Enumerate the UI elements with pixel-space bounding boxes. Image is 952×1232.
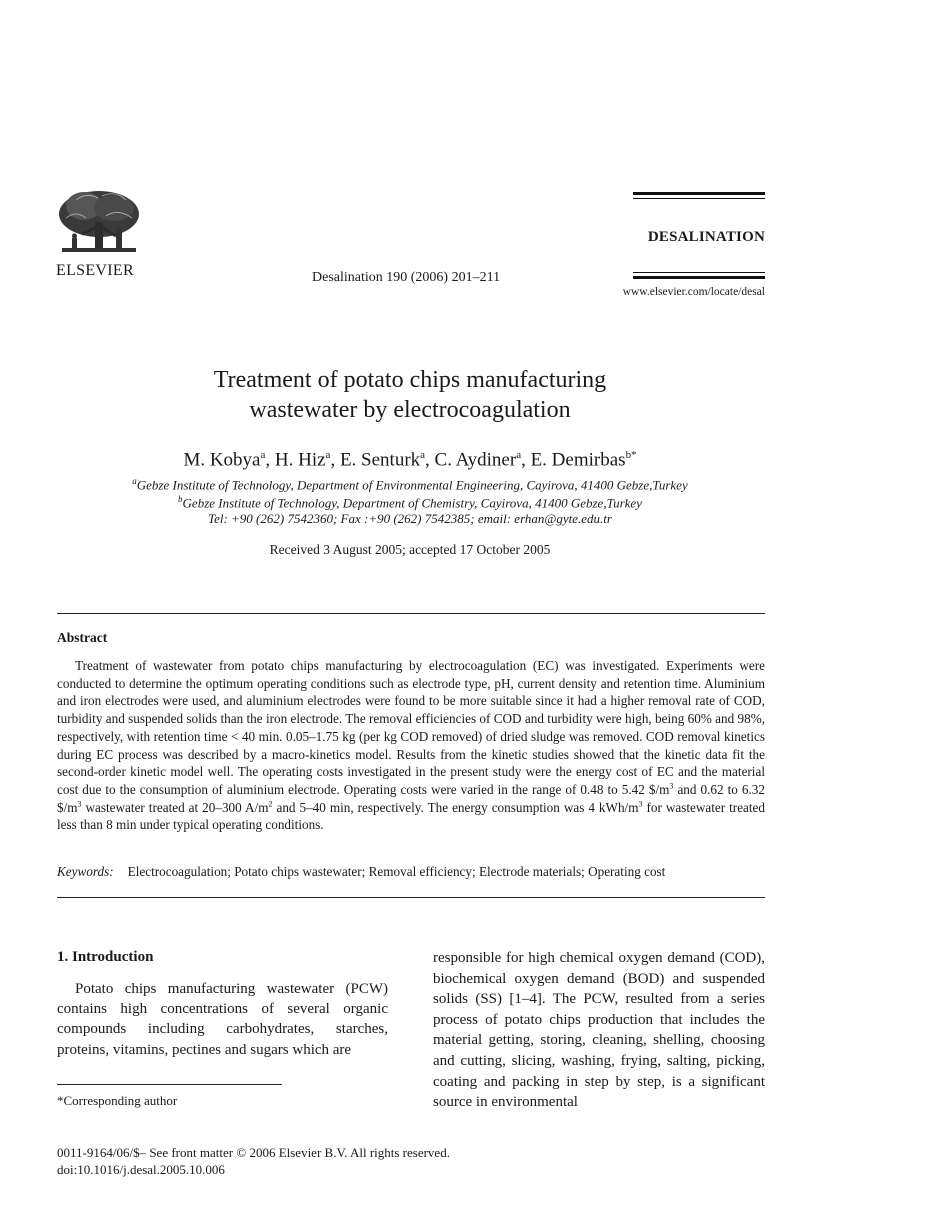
abstract-heading: Abstract <box>57 630 108 645</box>
title-line-2: wastewater by electrocoagulation <box>249 397 571 423</box>
journal-url[interactable]: www.elsevier.com/locate/desal <box>622 286 765 298</box>
journal-bottom-rule-thick <box>633 276 765 279</box>
author-name: E. Demirbas <box>530 449 626 471</box>
affiliation-mark: b <box>178 494 183 504</box>
author-affiliation-mark: a <box>420 449 426 461</box>
footnote-rule <box>57 1084 282 1085</box>
copyright-line: 0011-9164/06/$– See front matter © 2006 Elsevier B.V. All rights reserved. <box>57 1145 450 1160</box>
corresponding-author-footnote: *Corresponding author <box>57 1093 178 1108</box>
keywords-label: Keywords: <box>57 864 114 879</box>
author-affiliation-mark: a <box>325 449 331 461</box>
abstract-bottom-rule <box>57 897 765 898</box>
affiliation-b <box>60 494 760 511</box>
affiliation-a <box>60 476 760 493</box>
journal-top-rule-thin <box>633 198 765 199</box>
author-name: C. Aydiner <box>434 449 517 471</box>
elsevier-logo <box>56 188 142 284</box>
contact-info: Tel: +90 (262) 7542360; Fax :+90 (262) 7542385; email: erhan@gyte.edu.tr <box>208 511 612 526</box>
tree-icon <box>56 188 142 260</box>
abstract-text: Treatment of wastewater from potato chips manufacturing by electrocoagulation (EC) was investigated. Experiments were conducted to determine the optimum operating conditions such as electrode type, pH, current density and retention time. Aluminium and iron electrodes were used, and aluminium electrodes were found to be more suitable since it had a higher removal rate of COD, turbidity and suspended solids than the iron electrode. The removal efficiencies of COD and turbidity were high, being 60% and 98%, respectively, with retention time < 40 min. 0.05–1.75 kg (per kg COD removed) of dried sludge was removed. COD removal kinetics during EC process was described by a macro-kinetics model. Results from the kinetic studies showed that the kinetic data fit the second-order kinetic model well. The operating costs investigated in the present study were the energy cost of EC and the material cost due to the consumption of aluminium electrode. Operating costs were varied in the range of 0.48 to 5.42 $\$/m^3$ and 0.62 to 6.32 $\$/m^3$ wastewater treated at 20–300 $A/m^2$ and 5–40 min, respectively. The energy consumption was 4 kWh/$m^3$ for wastewater treated less than 8 min under typical operating conditions. <box>57 658 766 833</box>
keywords <box>57 864 665 880</box>
journal-top-rule-thick <box>633 192 765 195</box>
affiliation-text: Gebze Institute of Technology, Department of Environmental Engineering, Cayirova, 41400 Gebze,Turkey <box>136 477 688 493</box>
keywords-list: Electrocoagulation; Potato chips wastewater; Removal efficiency; Electrode materials; Operating cost <box>127 864 666 879</box>
publisher-name: ELSEVIER <box>56 262 134 279</box>
author-affiliation-mark: b* <box>625 449 637 461</box>
author-list: M. Kobya$^a$, H. Hiz$^a$, E. Senturk$^a$, C. Aydiner$^a$, E. Demirbas$^{b*}$ <box>183 449 637 471</box>
affiliation-text: Gebze Institute of Technology, Department of Chemistry, Cayirova, 41400 Gebze,Turkey <box>182 495 642 511</box>
journal-bottom-rule-thin <box>633 272 765 273</box>
body-right-column: responsible for high chemical oxygen demand (COD), biochemical oxygen demand (BOD) and suspended solids (SS) [1–4]. The PCW, resulted from a series process of potato chips production that includes the material getting, storing, cleaning, shelling, choosing and cutting, slicing, washing, frying, salting, picking, coating and packing in step by step, is a significant source in environmental <box>433 950 765 1111</box>
doi-line: doi:10.1016/j.desal.2005.10.006 <box>57 1162 225 1177</box>
page-footer <box>57 1144 450 1178</box>
affiliation-mark: a <box>132 476 137 486</box>
author-name: M. Kobya <box>183 449 261 471</box>
title-line-1: Treatment of potato chips manufacturing <box>213 367 607 393</box>
article-title <box>120 365 700 425</box>
author-affiliation-mark: a <box>260 449 266 461</box>
body-left-column: Potato chips manufacturing wastewater (PCW) contains high concentrations of several organic compounds including carbohydrates, starches, proteins, vitamins, pectines and sugars which are <box>57 981 388 1058</box>
journal-name: DESALINATION <box>647 229 765 245</box>
received-dates: Received 3 August 2005; accepted 17 October 2005 <box>269 542 551 557</box>
author-affiliation-mark: a <box>516 449 522 461</box>
author-name: E. Senturk <box>339 449 421 471</box>
abstract-top-rule <box>57 613 765 614</box>
author-name: H. Hiz <box>274 449 326 471</box>
journal-citation: Desalination 190 (2006) 201–211 <box>312 270 501 285</box>
section-heading: 1. Introduction <box>57 949 154 965</box>
